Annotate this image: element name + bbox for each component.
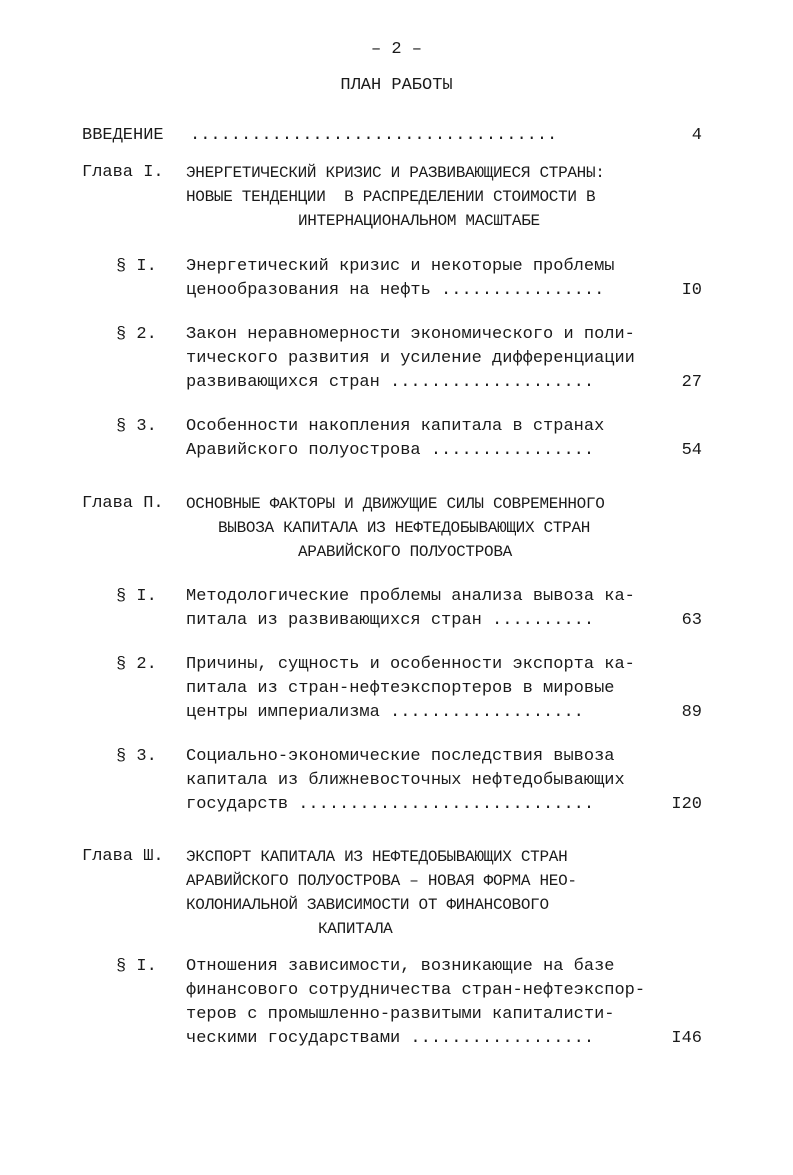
chapter-title-line: ИНТЕРНАЦИОНАЛЬНОМ МАСШТАБЕ (298, 212, 540, 230)
section-label: § 2. (116, 325, 157, 344)
intro-label: ВВЕДЕНИЕ (82, 126, 164, 145)
chapter-title-line: ЭНЕРГЕТИЧЕСКИЙ КРИЗИС И РАЗВИВАЮЩИЕСЯ СТРАНЫ: (186, 164, 605, 182)
section-line: ческими государствами .................. (186, 1029, 595, 1048)
chapter-title-line: АРАВИЙСКОГО ПОЛУОСТРОВА (298, 543, 512, 561)
section-label: § 3. (116, 747, 157, 766)
section-label: § I. (116, 257, 157, 276)
chapter-title-line: НОВЫЕ ТЕНДЕНЦИИ В РАСПРЕДЕЛЕНИИ СТОИМОСТИ В (186, 188, 596, 206)
section-line: Особенности накопления капитала в странах (186, 417, 605, 436)
section-page: 27 (681, 373, 702, 392)
section-line: Закон неравномерности экономического и поли- (186, 325, 635, 344)
section-label: § I. (116, 587, 157, 606)
page-title: ПЛАН РАБОТЫ (340, 76, 453, 95)
chapter-label: Глава П. (82, 494, 164, 513)
chapter-label: Глава Ш. (82, 847, 164, 866)
chapter-label: Глава I. (82, 163, 164, 182)
chapter-title-line: АРАВИЙСКОГО ПОЛУОСТРОВА – НОВАЯ ФОРМА НЕО- (186, 872, 577, 890)
intro-dots: .................................... (190, 126, 558, 145)
section-line: Аравийского полуострова ................ (186, 441, 595, 460)
section-line: питала из стран-нефтеэкспортеров в мировые (186, 679, 615, 698)
section-page: I20 (671, 795, 702, 814)
section-line: питала из развивающихся стран .......... (186, 611, 595, 630)
chapter-title-line: ВЫВОЗА КАПИТАЛА ИЗ НЕФТЕДОБЫВАЮЩИХ СТРАН (218, 519, 591, 537)
section-line: ценообразования на нефть ................ (186, 281, 605, 300)
section-label: § I. (116, 957, 157, 976)
page-number: – 2 – (370, 40, 422, 59)
section-line: государств ............................. (186, 795, 595, 814)
section-page: 54 (681, 441, 702, 460)
intro-page: 4 (691, 126, 702, 145)
section-line: теров с промышленно-развитыми капиталисти- (186, 1005, 615, 1024)
section-page: 89 (681, 703, 702, 722)
section-label: § 3. (116, 417, 157, 436)
section-line: финансового сотрудничества стран-нефтеэкспор- (186, 981, 646, 1000)
chapter-title-line: КОЛОНИАЛЬНОЙ ЗАВИСИМОСТИ ОТ ФИНАНСОВОГО (186, 896, 549, 914)
chapter-title-line: КАПИТАЛА (318, 920, 393, 938)
section-page: I0 (681, 281, 702, 300)
section-line: Социально-экономические последствия вывоза (186, 747, 615, 766)
section-line: Энергетический кризис и некоторые проблемы (186, 257, 615, 276)
section-line: тического развития и усиление дифференциации (186, 349, 635, 368)
chapter-title-line: ЭКСПОРТ КАПИТАЛА ИЗ НЕФТЕДОБЫВАЮЩИХ СТРАН (186, 848, 568, 866)
section-page: 63 (681, 611, 702, 630)
chapter-title-line: ОСНОВНЫЕ ФАКТОРЫ И ДВИЖУЩИЕ СИЛЫ СОВРЕМЕННОГО (186, 495, 605, 513)
section-page: I46 (671, 1029, 702, 1048)
section-line: Причины, сущность и особенности экспорта ка- (186, 655, 635, 674)
section-label: § 2. (116, 655, 157, 674)
section-line: Отношения зависимости, возникающие на базе (186, 957, 615, 976)
section-line: центры империализма ................... (186, 703, 584, 722)
section-line: Методологические проблемы анализа вывоза ка- (186, 587, 635, 606)
section-line: капитала из ближневосточных нефтедобывающих (186, 771, 625, 790)
section-line: развивающихся стран .................... (186, 373, 595, 392)
